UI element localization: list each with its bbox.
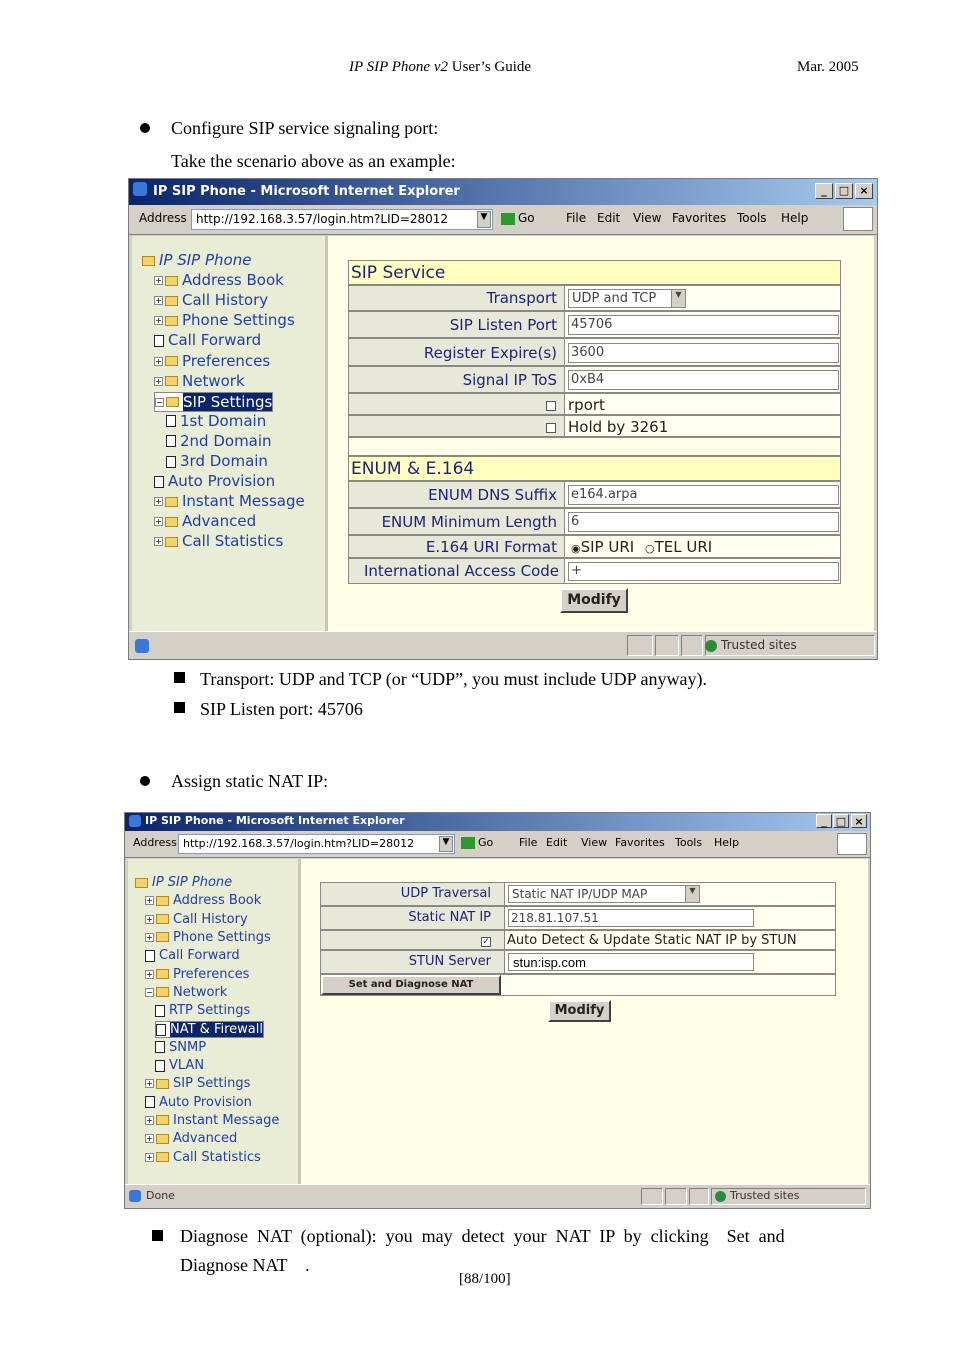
enum-suffix-row: ENUM DNS Suffix e164.arpa [348, 481, 841, 508]
tree-item-label: Network [182, 371, 245, 390]
page-icon [154, 335, 164, 347]
tree-item-label: Auto Provision [168, 472, 276, 491]
tree-item-label: Call Statistics [173, 1149, 261, 1165]
content-panel [328, 236, 874, 632]
menu-view[interactable]: View [633, 211, 662, 225]
go-button[interactable]: Go [501, 211, 535, 225]
tree-item-label: SIP Settings [173, 1076, 251, 1092]
expand-icon[interactable]: + [155, 276, 162, 286]
tree-item-address-book[interactable] [145, 893, 261, 908]
chevron-down-icon[interactable]: ▼ [477, 211, 491, 228]
page-area [132, 236, 874, 632]
expand-icon[interactable]: + [155, 376, 162, 386]
expand-icon[interactable]: + [146, 914, 153, 924]
hold-checkbox[interactable] [546, 423, 556, 433]
tree-item-ip-sip-phone[interactable] [142, 251, 251, 269]
iac-input[interactable]: + [568, 562, 839, 581]
minimize-button[interactable]: _ [816, 814, 832, 828]
tree-item-label: Network [173, 984, 228, 1000]
expand-icon[interactable]: + [146, 1134, 153, 1144]
tree-item-snmp[interactable] [155, 1040, 206, 1055]
status-bar: Trusted sites [129, 631, 877, 659]
folder-open-icon [156, 987, 169, 997]
section1-bullet: Configure SIP service signaling port: [171, 118, 439, 138]
modify-button[interactable]: Modify [548, 1000, 611, 1022]
hold-row [348, 415, 841, 437]
expand-icon[interactable]: + [146, 1115, 153, 1125]
url-input[interactable]: http://192.168.3.57/login.htm?LID=28012 [191, 209, 493, 230]
register-expire-input[interactable]: 3600 [568, 343, 839, 363]
page-icon [155, 1041, 165, 1053]
folder-icon [156, 932, 169, 942]
tree-item-label: NAT & Firewall [170, 1022, 263, 1038]
menu-favorites[interactable]: Favorites [615, 836, 665, 849]
status-text: Done [146, 1189, 175, 1202]
enum-suffix-input[interactable]: e164.arpa [568, 485, 839, 505]
page-icon [145, 1096, 155, 1108]
square-bullet [174, 672, 185, 683]
tree-item-auto-provision[interactable] [154, 472, 275, 490]
tree-item-instant-message[interactable] [145, 1113, 279, 1128]
enum-heading: ENUM & E.164 [348, 456, 841, 481]
tree-item-phone-settings[interactable] [154, 311, 295, 329]
tree-item-nat-firewall[interactable] [155, 1021, 264, 1038]
folder-icon [165, 517, 178, 527]
enum-min-row: ENUM Minimum Length 6 [348, 508, 841, 535]
page-icon [166, 415, 176, 427]
tree-item-label: 1st Domain [180, 411, 267, 430]
tree-item-call-forward[interactable] [145, 948, 240, 963]
page-number: [88/100] [459, 1271, 511, 1287]
expand-icon[interactable]: + [155, 316, 162, 326]
tree-item-label: Instant Message [182, 492, 305, 511]
tree-item-label: Call Forward [168, 331, 262, 350]
windows-logo-icon [843, 207, 873, 231]
expand-icon[interactable]: + [155, 517, 162, 527]
menu-help[interactable]: Help [781, 211, 809, 225]
section2-bullet: Assign static NAT IP: [171, 771, 329, 791]
folder-icon [156, 1152, 169, 1162]
page-area [128, 859, 868, 1185]
nav-tree-panel [128, 859, 301, 1185]
url-input[interactable]: http://192.168.3.57/login.htm?LID=28012 [178, 834, 455, 854]
tree-item-preferences[interactable] [154, 352, 270, 370]
tree-item-label: Phone Settings [173, 929, 271, 945]
set-and-diagnose-nat-button[interactable]: Set and Diagnose NAT [321, 975, 501, 995]
note-listen-port: SIP Listen port: 45706 [200, 699, 363, 719]
folder-icon [165, 376, 178, 386]
hold-label: Hold by 3261 [568, 418, 669, 436]
tree-item-label: SNMP [169, 1039, 207, 1055]
rport-row [348, 393, 841, 415]
folder-icon [165, 276, 178, 286]
folder-icon [156, 1079, 169, 1089]
tree-item-label: Call History [182, 291, 269, 310]
tree-item-sip-settings[interactable] [154, 392, 273, 412]
tree-item-label: Preferences [173, 966, 250, 982]
menu-edit[interactable]: Edit [597, 211, 621, 225]
ie-icon [129, 815, 141, 827]
expand-icon[interactable]: + [146, 1152, 153, 1162]
section1-intro: Take the scenario above as an example: [171, 151, 456, 171]
browser-window-2 [124, 812, 871, 1209]
tree-item-label: Auto Provision [159, 1094, 252, 1110]
rport-checkbox[interactable] [546, 401, 556, 411]
chevron-down-icon: ▼ [671, 290, 685, 307]
folder-icon [165, 296, 178, 306]
collapse-icon[interactable]: − [146, 987, 153, 997]
menu-help[interactable]: Help [714, 836, 740, 849]
tree-item-advanced[interactable] [154, 512, 256, 530]
diagnose-note-line1: Diagnose NAT (optional): you may detect your NAT IP by clicking Set and [180, 1226, 785, 1246]
uri-format-row: E.164 URI Format ◉SIP URI ○TEL URI [348, 535, 841, 558]
folder-icon [156, 1134, 169, 1144]
tree-item-network[interactable] [145, 985, 227, 1000]
enum-min-input[interactable]: 6 [568, 512, 839, 532]
tree-item-label: IP SIP Phone [159, 251, 252, 269]
page-icon [135, 639, 149, 653]
tree-item-call-statistics[interactable] [145, 1150, 261, 1165]
folder-icon [165, 497, 178, 507]
address-bar: Address http://192.168.3.57/login.htm?LID=28012 ▼ Go File Edit View Favorites Tools Help [125, 831, 870, 858]
tree-item-label: RTP Settings [169, 1003, 251, 1019]
page-icon [154, 476, 164, 488]
tree-item-label: Address Book [182, 271, 284, 290]
menu-tools[interactable]: Tools [737, 211, 767, 225]
tree-item-network[interactable] [154, 372, 245, 390]
maximize-button[interactable]: □ [833, 814, 849, 828]
signal-tos-input[interactable]: 0xB4 [568, 370, 839, 390]
transport-row: Transport UDP and TCP ▼ [348, 285, 841, 311]
folder-icon [156, 896, 169, 906]
tree-item-address-book[interactable] [154, 271, 284, 289]
title-bar: IP SIP Phone - Microsoft Internet Explorer _ □ × [129, 179, 877, 205]
tree-item-label: SIP Settings [183, 392, 273, 411]
ie-icon [133, 182, 147, 196]
folder-icon [156, 914, 169, 924]
folder-icon [156, 969, 169, 979]
rport-label: rport [568, 396, 605, 414]
tree-item-label: Instant Message [173, 1112, 280, 1128]
maximize-button[interactable]: □ [835, 183, 853, 199]
spacer-row [348, 437, 841, 456]
tree-item-label: Advanced [182, 512, 257, 531]
chevron-down-icon[interactable]: ▼ [439, 836, 453, 852]
menu-edit[interactable]: Edit [546, 836, 568, 849]
tree-item-label: 2nd Domain [180, 431, 272, 450]
udp-traversal-select[interactable]: Static NAT IP/UDP MAP ▼ [508, 885, 700, 903]
menu-file[interactable]: File [566, 211, 587, 225]
expand-icon[interactable]: + [155, 497, 162, 507]
tree-item-auto-provision[interactable] [145, 1095, 252, 1110]
sip-service-heading: SIP Service [348, 260, 841, 285]
tree-item-label: Call History [173, 911, 248, 927]
expand-icon[interactable]: + [155, 296, 162, 306]
expand-icon[interactable]: + [146, 969, 153, 979]
folder-icon [165, 316, 178, 326]
signal-tos-row: Signal IP ToS 0xB4 [348, 366, 841, 393]
folder-icon [135, 878, 148, 888]
tree-item-vlan[interactable] [155, 1058, 204, 1073]
tree-item-label: 3rd Domain [180, 452, 268, 470]
tree-item-label: IP SIP Phone [152, 875, 233, 890]
menu-favorites[interactable]: Favorites [672, 211, 727, 225]
auto-detect-row [320, 930, 836, 950]
address-bar: Address http://192.168.3.57/login.htm?LID=28012 ▼ Go File Edit View Favorites Tools Help [129, 205, 877, 235]
close-button[interactable]: × [851, 814, 867, 828]
page-icon [166, 435, 176, 447]
tree-item-label: VLAN [169, 1058, 205, 1073]
folder-open-icon [166, 397, 179, 407]
page-icon [166, 456, 176, 468]
expand-icon[interactable]: + [155, 356, 162, 366]
page-icon [145, 950, 155, 962]
tree-item-sip-settings[interactable] [145, 1076, 250, 1091]
folder-icon [165, 356, 178, 366]
tree-item-label: Advanced [173, 1131, 238, 1147]
page-icon [155, 1060, 165, 1072]
tree-item-phone-settings[interactable] [145, 930, 271, 945]
listen-port-input[interactable]: 45706 [568, 315, 839, 335]
tree-item-1st-domain[interactable] [166, 412, 266, 430]
tree-item-2nd-domain[interactable] [166, 432, 272, 450]
bullet-dot [140, 123, 150, 133]
chevron-down-icon: ▼ [685, 886, 699, 902]
minimize-button[interactable]: _ [815, 183, 833, 199]
auto-detect-label: Auto Detect & Update Static NAT IP by STUN [507, 933, 797, 948]
tree-item-rtp-settings[interactable] [155, 1003, 250, 1018]
tree-item-advanced[interactable] [145, 1131, 237, 1146]
content-panel [301, 859, 868, 1185]
tree-item-ip-sip-phone[interactable] [135, 875, 232, 890]
folder-icon [165, 537, 178, 547]
status-bar: Done Trusted sites [125, 1184, 870, 1208]
square-bullet [152, 1230, 163, 1241]
diagnose-row [320, 974, 836, 996]
tree-item-call-history[interactable] [145, 912, 248, 927]
browser-window-1 [128, 178, 878, 660]
expand-icon[interactable]: + [146, 896, 153, 906]
menu-file[interactable]: File [519, 836, 538, 849]
doc-title: IP SIP Phone v2 User’s Guide [349, 59, 532, 75]
go-button[interactable]: Go [461, 836, 493, 849]
collapse-icon[interactable]: − [156, 397, 163, 407]
diagnose-note-line2: Diagnose NAT . [180, 1255, 310, 1275]
expand-icon[interactable]: + [146, 1079, 153, 1089]
register-expire-row: Register Expire(s) 3600 [348, 338, 841, 366]
trusted-sites-icon [715, 1191, 726, 1202]
tree-item-label: Preferences [182, 351, 271, 370]
close-button[interactable]: × [855, 183, 873, 199]
menu-tools[interactable]: Tools [675, 836, 703, 849]
menu-view[interactable]: View [581, 836, 608, 849]
static-nat-input[interactable]: 218.81.107.51 [508, 909, 754, 927]
iac-row: International Access Code + [348, 558, 841, 584]
square-bullet [174, 702, 185, 713]
title-bar: IP SIP Phone - Microsoft Internet Explorer _ □ × [125, 813, 870, 831]
note-transport: Transport: UDP and TCP (or “UDP”, you must include UDP anyway). [200, 669, 707, 689]
page-icon [155, 1005, 165, 1017]
tree-item-label: Phone Settings [182, 311, 295, 330]
folder-icon [142, 256, 155, 266]
transport-select[interactable]: UDP and TCP ▼ [568, 289, 686, 308]
nav-tree-panel [132, 236, 328, 632]
auto-detect-checkbox[interactable]: ✓ [482, 936, 490, 947]
windows-logo-icon [837, 833, 867, 855]
static-nat-row: Static NAT IP 218.81.107.51 [320, 906, 836, 930]
folder-icon [156, 1115, 169, 1125]
udp-traversal-row: UDP Traversal Static NAT IP/UDP MAP ▼ [320, 882, 836, 906]
stun-server-row: STUN Server stun:isp.com [320, 950, 836, 974]
expand-icon[interactable]: + [155, 537, 162, 547]
tel-uri-radio[interactable]: ○ [644, 542, 655, 555]
tree-item-label: Call Forward [159, 948, 240, 964]
bullet-dot [140, 776, 150, 786]
tree-item-call-statistics[interactable] [154, 532, 283, 550]
tree-item-instant-message[interactable] [154, 492, 305, 510]
doc-date: Mar. 2005 [797, 59, 859, 75]
page-icon [156, 1024, 166, 1036]
tree-item-preferences[interactable] [145, 967, 249, 982]
tree-item-3rd-domain[interactable] [166, 452, 268, 470]
expand-icon[interactable]: + [146, 932, 153, 942]
tree-item-label: Address Book [173, 893, 262, 909]
listen-port-row: SIP Listen Port 45706 [348, 311, 841, 338]
tree-item-call-forward[interactable] [154, 331, 261, 349]
modify-button[interactable]: Modify [560, 588, 628, 613]
page-icon [129, 1190, 141, 1202]
stun-server-input[interactable]: stun:isp.com [508, 953, 754, 971]
trusted-sites-icon [705, 640, 717, 652]
sip-uri-radio[interactable]: ◉ [571, 542, 581, 555]
tree-item-label: Call Statistics [182, 532, 284, 551]
tree-item-call-history[interactable] [154, 291, 268, 309]
